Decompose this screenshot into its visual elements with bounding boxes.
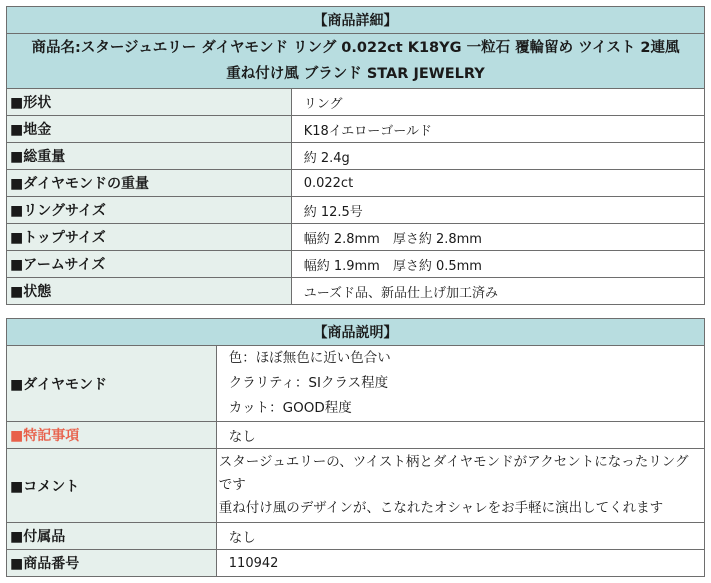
- details-header: 【商品詳細】: [7, 7, 705, 34]
- row-value-ring-size: 約 12.5号: [291, 197, 704, 224]
- row-label-total-weight: ■ 総重量: [7, 143, 292, 170]
- row-value-diamond-weight: 0.022ct: [291, 170, 704, 197]
- diamond-color: 色：ほぼ無色に近い色合い: [228, 350, 391, 366]
- table-row: [7, 346, 705, 422]
- product-name: [7, 34, 705, 89]
- row-value-top-size: 幅約 2.8mm 厚さ約 2.8mm: [291, 224, 704, 251]
- description-header: 【商品説明】: [7, 319, 705, 346]
- accessories-label: ■ 付属品: [7, 523, 217, 550]
- comment-label: ■ コメント: [7, 449, 217, 523]
- table-row: [7, 278, 705, 305]
- comment-line: です: [218, 477, 246, 493]
- table-row: [7, 251, 705, 278]
- row-label-condition: ■ 状態: [7, 278, 292, 305]
- product-details-table: [6, 6, 705, 305]
- row-value-arm-size: 幅約 1.9mm 厚さ約 0.5mm: [291, 251, 704, 278]
- diamond-label: ■ ダイヤモンド: [7, 346, 217, 422]
- product-name-line-2: 重ね付け風 ブランド STAR JEWELRY: [226, 66, 485, 82]
- comment-text: [216, 449, 704, 523]
- diamond-cut: カット：GOOD程度: [228, 400, 352, 416]
- table-row: [7, 89, 705, 116]
- comment-line: 重ね付け風のデザインが、こなれたオシャレをお手軽に演出してくれます: [218, 500, 664, 516]
- row-label-metal: ■ 地金: [7, 116, 292, 143]
- table-row: [7, 143, 705, 170]
- accessories-value: なし: [216, 523, 704, 550]
- special-notes-label: ■ 特記事項: [7, 422, 217, 449]
- table-row: [7, 449, 705, 523]
- table-row: [7, 197, 705, 224]
- row-label-arm-size: ■ アームサイズ: [7, 251, 292, 278]
- diamond-details: [216, 346, 704, 422]
- diamond-clarity: クラリティ：SIクラス程度: [228, 375, 389, 391]
- table-row: [7, 550, 705, 577]
- row-label-shape: ■ 形状: [7, 89, 292, 116]
- comment-line: スタージュエリーの、ツイスト柄とダイヤモンドがアクセントになったリング: [218, 454, 689, 470]
- table-row: [7, 523, 705, 550]
- table-row: [7, 224, 705, 251]
- row-value-total-weight: 約 2.4g: [291, 143, 704, 170]
- row-value-condition: ユーズド品、新品仕上げ加工済み: [291, 278, 704, 305]
- special-notes-value: なし: [216, 422, 704, 449]
- row-label-top-size: ■ トップサイズ: [7, 224, 292, 251]
- row-label-diamond-weight: ■ ダイヤモンドの重量: [7, 170, 292, 197]
- table-row: [7, 116, 705, 143]
- table-row: [7, 170, 705, 197]
- row-value-metal: K18イエローゴールド: [291, 116, 704, 143]
- item-number-label: ■ 商品番号: [7, 550, 217, 577]
- row-label-ring-size: ■ リングサイズ: [7, 197, 292, 224]
- product-description-table: [6, 318, 705, 577]
- item-number-value: 110942: [216, 550, 704, 577]
- product-name-line-1: 商品名:スタージュエリー ダイヤモンド リング 0.022ct K18YG 一粒石 覆輪留め ツイスト 2連風: [31, 40, 680, 56]
- row-value-shape: リング: [291, 89, 704, 116]
- table-row: [7, 422, 705, 449]
